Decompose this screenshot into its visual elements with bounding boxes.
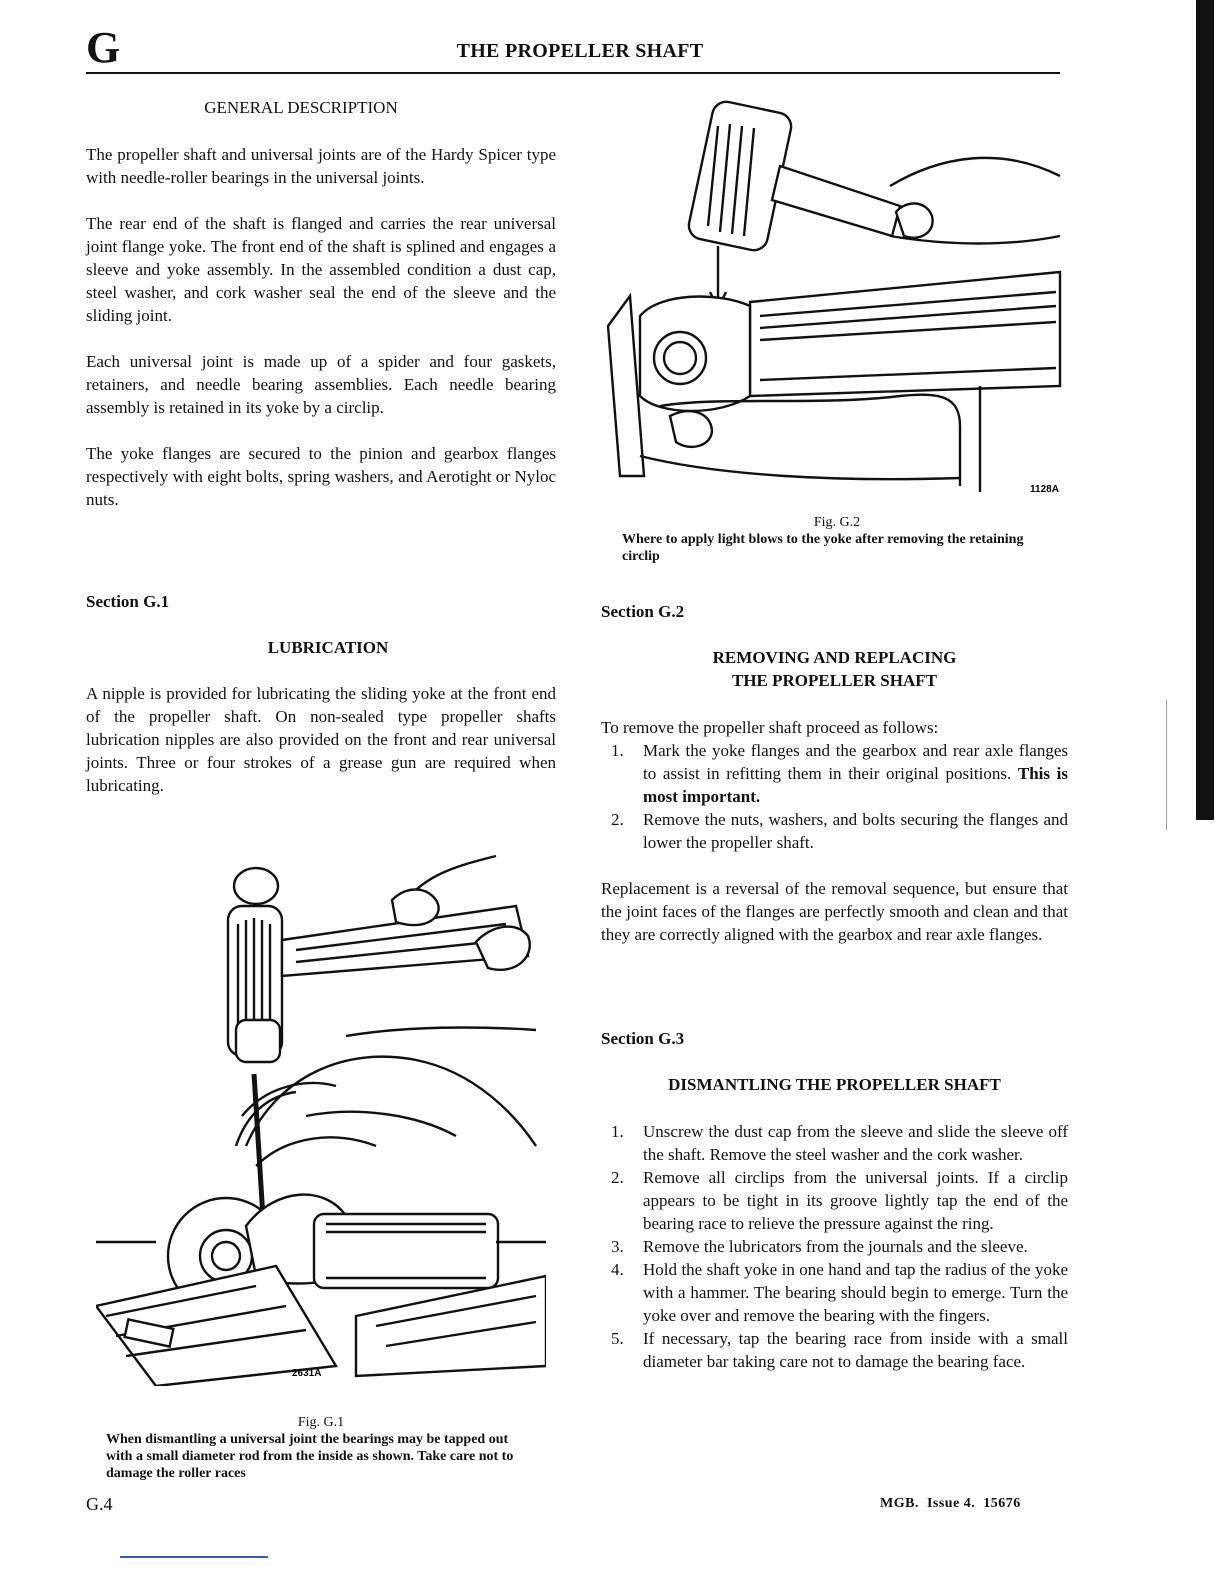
list-item — [601, 1166, 1068, 1235]
figure-g2-caption-text: Where to apply light blows to the yoke after removing the retaining circlip — [622, 532, 1024, 564]
section-g1 — [86, 590, 556, 797]
step-text: Remove the nuts, washers, and bolts securing the flanges and lower the propeller shaft. — [643, 810, 1068, 852]
section-g2 — [601, 600, 1068, 946]
step-text: Remove all circlips from the universal joints. If a circlip appears to be tight in its groove lightly tap the end of the bearing race to relieve the pressure against the ring. — [643, 1168, 1068, 1233]
step-number: 1. — [611, 741, 624, 760]
step-text: If necessary, tap the bearing race from inside with a small diameter bar taking care not to damage the bearing face. — [643, 1329, 1068, 1371]
step-emphasis: This is most important. — [643, 764, 1068, 806]
section-g3-heading: DISMANTLING THE PROPELLER SHAFT — [668, 1075, 1001, 1094]
list-item — [601, 1235, 1068, 1258]
step-text: Unscrew the dust cap from the sleeve and slide the sleeve off the shaft. Remove the steel washer and the cork washer. — [643, 1122, 1068, 1164]
step-number: 2. — [611, 1168, 624, 1187]
figure-g2-illustration — [600, 96, 1070, 506]
section-g2-intro: To remove the propeller shaft proceed as follows: — [601, 718, 939, 737]
general-paragraph-2: The rear end of the shaft is flanged and carries the rear universal joint flange yoke. The front end of the shaft is splined and engages a sleeve and yoke assembly. In the assembled condition a dust cap, steel washer, and cork washer seal the end of the sleeve and the sliding joint. — [86, 214, 556, 325]
document-reference: MGB. Issue 4. 15676 — [880, 1496, 1021, 1511]
step-number: 3. — [611, 1237, 624, 1256]
general-paragraph-4: The yoke flanges are secured to the pinion and gearbox flanges respectively with eight bolts, spring washers, and Aerotight or Nyloc nuts. — [86, 444, 556, 509]
step-number: 5. — [611, 1329, 624, 1348]
step-text: Remove the lubricators from the journals and the sleeve. — [643, 1237, 1028, 1256]
section-g3-label: Section G.3 — [601, 1029, 685, 1048]
list-item — [601, 1327, 1068, 1373]
step-text: Hold the shaft yoke in one hand and tap the radius of the yoke with a hammer. The bearing should begin to emerge. Turn the yoke over and remove the bearing with the fingers. — [643, 1260, 1068, 1325]
figure-g1-code: 2631A — [292, 1368, 322, 1379]
scan-edge-line — [1166, 700, 1167, 830]
list-item — [601, 739, 1068, 808]
stray-line — [120, 1556, 268, 1558]
section-g2-replacement: Replacement is a reversal of the removal sequence, but ensure that the joint faces of the flanges are perfectly smooth and clean and that they are correctly aligned with the gearbox and rear axle flanges. — [601, 879, 1068, 944]
general-description — [86, 96, 556, 511]
figure-g2-code: 1128A — [1030, 484, 1059, 495]
list-item — [601, 1258, 1068, 1327]
figure-g1-number: Fig. G.1 — [297, 1415, 345, 1430]
section-g1-label: Section G.1 — [86, 592, 170, 611]
list-item — [601, 1120, 1068, 1166]
step-number: 1. — [611, 1122, 624, 1141]
step-text: Mark the yoke flanges and the gearbox and rear axle flanges to assist in refitting them in their original positions. — [643, 741, 1068, 783]
section-g2-steps — [601, 739, 1068, 854]
page-number: G.4 — [86, 1494, 113, 1514]
page-title: THE PROPELLER SHAFT — [456, 40, 704, 62]
scan-edge-bar — [1196, 0, 1214, 820]
section-g3-steps — [601, 1120, 1068, 1373]
list-item — [601, 808, 1068, 854]
figure-g1-illustration — [96, 846, 546, 1386]
general-paragraph-1: The propeller shaft and universal joints are of the Hardy Spicer type with needle-roller bearings in the universal joints. — [86, 145, 556, 187]
section-g2-label: Section G.2 — [601, 602, 685, 621]
general-paragraph-3: Each universal joint is made up of a spider and four gaskets, retainers, and needle bearing assemblies. Each needle bearing assembly is retained in its yoke by a circlip. — [86, 352, 556, 417]
general-heading: GENERAL DESCRIPTION — [204, 98, 398, 117]
figure-g2-number: Fig. G.2 — [813, 515, 861, 530]
section-g1-paragraph: A nipple is provided for lubricating the sliding yoke at the front end of the propeller shaft. On non-sealed type propeller shafts lubrication nipples are also provided on the front and rear universal joints. Three or four strokes of a grease gun are required when lubricating. — [86, 684, 556, 795]
header-rule — [86, 72, 1060, 74]
section-g3 — [601, 1027, 1068, 1373]
figure-g2-caption — [622, 514, 1052, 565]
section-letter: G — [86, 23, 121, 72]
step-number: 2. — [611, 810, 624, 829]
step-number: 4. — [611, 1260, 624, 1279]
figure-g1-caption-text: When dismantling a universal joint the bearings may be tapped out with a small diameter rod from the inside as shown. Take care not to damage the roller races — [106, 1432, 514, 1481]
section-g2-heading-1: REMOVING AND REPLACING — [712, 648, 957, 667]
section-g1-heading: LUBRICATION — [267, 638, 389, 657]
section-g2-heading-2: THE PROPELLER SHAFT — [732, 671, 937, 690]
figure-g1-caption — [106, 1414, 536, 1482]
